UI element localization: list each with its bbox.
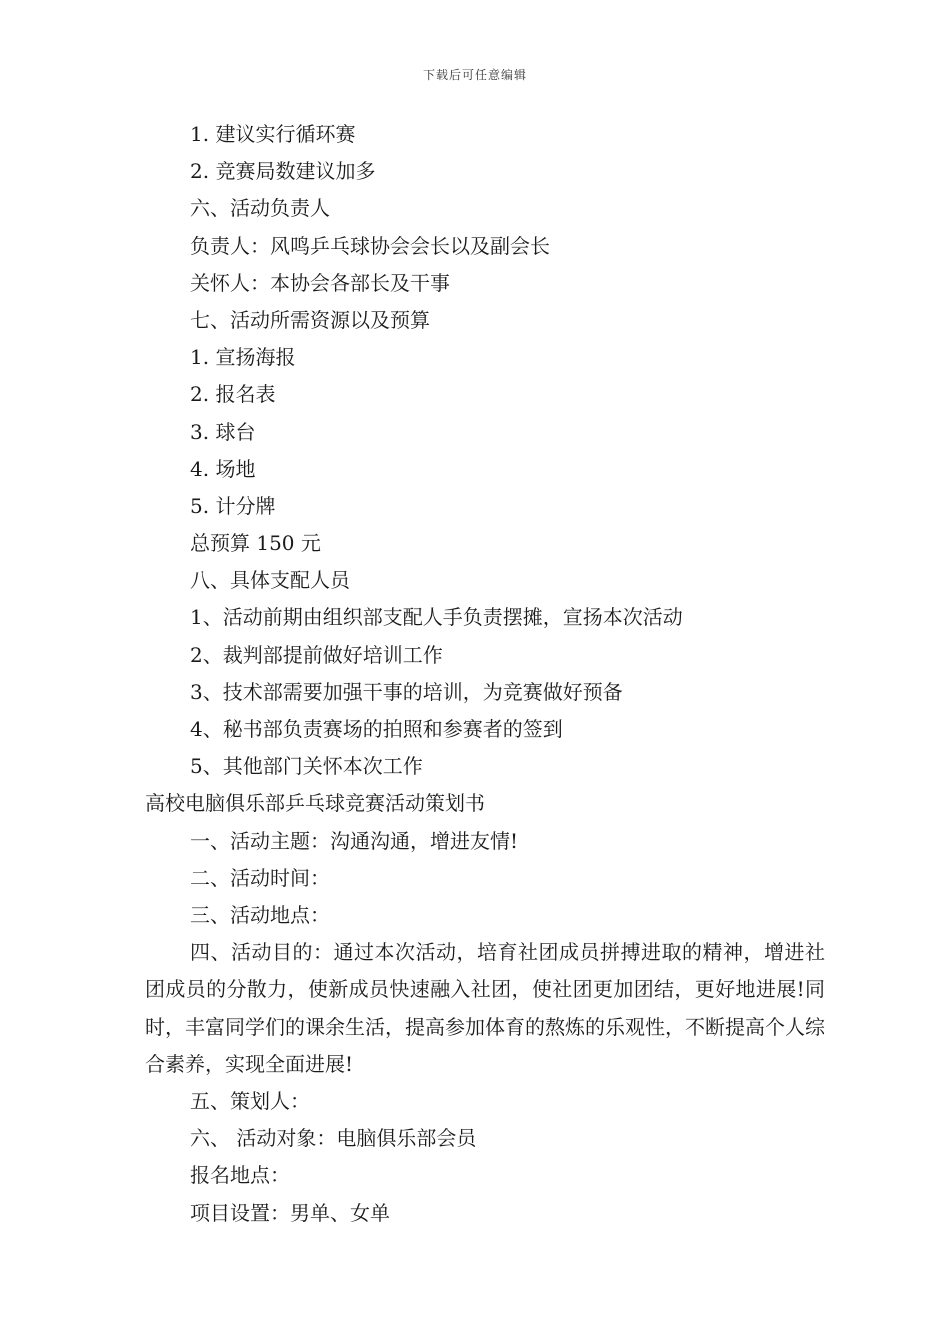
text-line: 关怀人：本协会各部长及干事 [190, 270, 450, 295]
section-heading: 三、活动地点： [190, 902, 330, 927]
list-item: 4、秘书部负责赛场的拍照和参赛者的签到 [190, 717, 563, 741]
document-body [145, 116, 825, 1232]
budget-line: 总预算 150 元 [190, 531, 321, 556]
list-item: 3. 球台 [190, 419, 256, 444]
list-item: 4. 场地 [190, 456, 256, 481]
text-line: 1. 建议实行循环赛 [190, 122, 356, 146]
document-title: 高校电脑俱乐部乒乓球竞赛活动策划书 [145, 791, 485, 816]
list-item: 1、活动前期由组织部支配人手负责摆摊，宣扬本次活动 [190, 605, 683, 630]
list-item: 5、其他部门关怀本次工作 [190, 754, 423, 779]
section-heading: 七、活动所需资源以及预算 [190, 307, 430, 332]
text-line: 报名地点： [190, 1163, 290, 1188]
section-heading: 二、活动时间： [190, 865, 330, 890]
text-line: 负责人：风鸣乒乓球协会会长以及副会长 [190, 233, 550, 258]
header-note: 下载后可任意编辑 [422, 68, 527, 82]
section-heading: 六、活动负责人 [190, 196, 330, 221]
list-item: 5. 计分牌 [190, 493, 276, 518]
purpose-paragraph: 四、活动目的：通过本次活动，培育社团成员拼搏进取的精神，增进社团成员的分散力，使新成员快速融入社团，使社团更加团结，更好地进展!同时，丰富同学们的课余生活，提高参加体育的熬炼的乐观性，不断提高个人综合素养，实现全面进展! [145, 940, 825, 1076]
section-heading: 八、具体支配人员 [190, 568, 350, 593]
list-item: 1. 宣扬海报 [190, 345, 296, 370]
text-line: 项目设置：男单、女单 [190, 1200, 390, 1225]
section-heading: 一、活动主题：沟通沟通，增进友情! [190, 828, 519, 853]
text-line: 2. 竞赛局数建议加多 [190, 159, 376, 184]
section-heading: 六、 活动对象：电脑俱乐部会员 [190, 1126, 477, 1151]
list-item: 3、技术部需要加强干事的培训，为竞赛做好预备 [190, 679, 623, 704]
list-item: 2. 报名表 [190, 382, 276, 407]
section-heading: 五、策划人： [190, 1088, 310, 1113]
list-item: 2、裁判部提前做好培训工作 [190, 642, 443, 667]
